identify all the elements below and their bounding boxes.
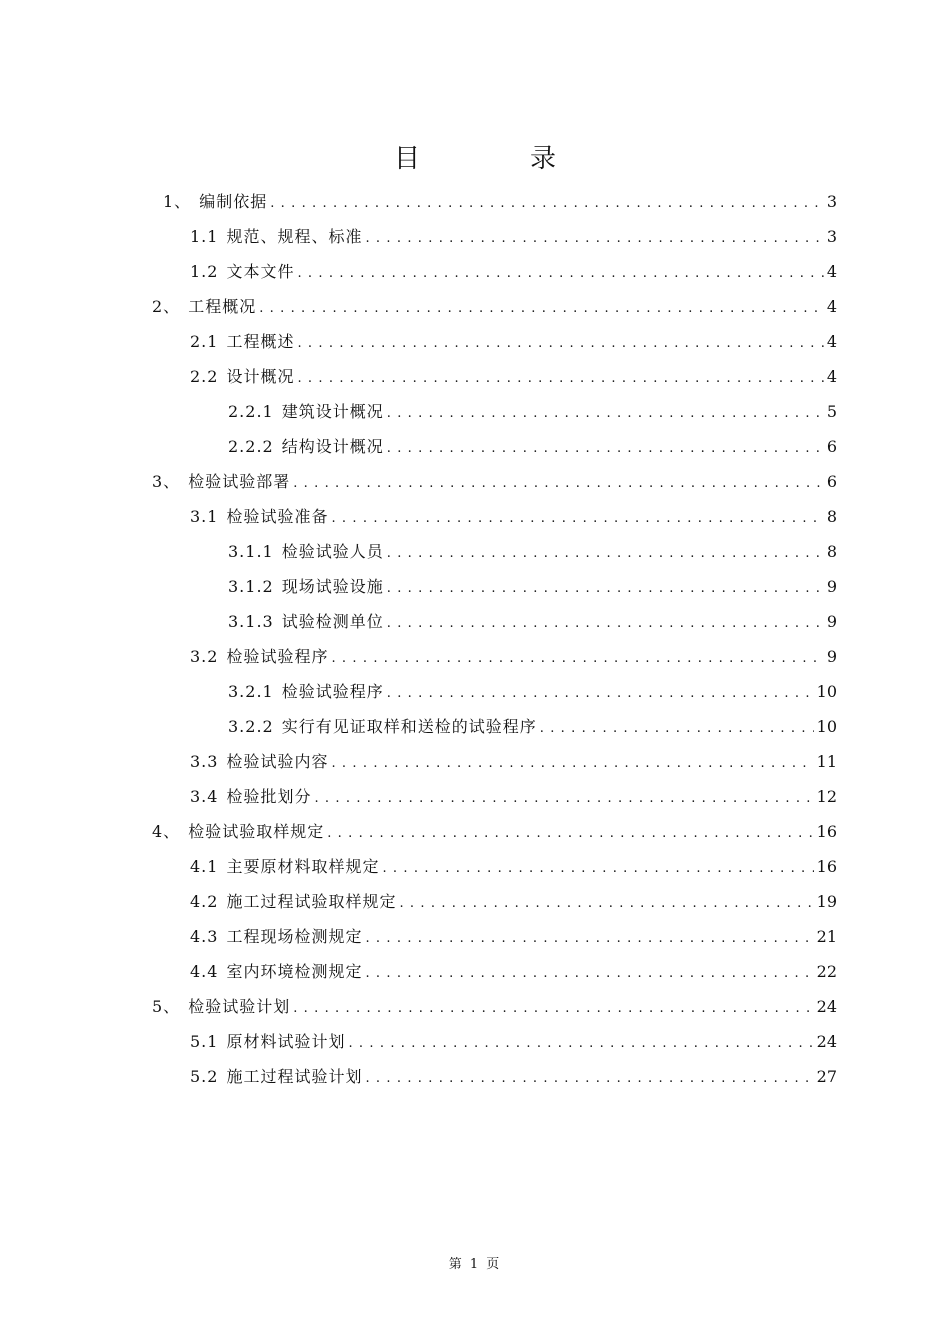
toc-leader-dots [297, 365, 823, 389]
toc-entry-number: 2.2.1 [228, 402, 274, 421]
toc-entry-number: 4、 [152, 822, 181, 841]
toc-entry-text: 检验试验人员 [281, 542, 384, 561]
toc-entry-page: 8 [826, 507, 837, 526]
toc-leader-dots [270, 190, 824, 214]
toc-entry-page: 3 [826, 192, 837, 211]
toc-entry[interactable] [190, 645, 837, 669]
toc-entry[interactable] [228, 435, 837, 459]
toc-entry[interactable] [228, 610, 837, 634]
toc-leader-dots [365, 925, 813, 949]
toc-entry-page: 16 [816, 857, 837, 876]
toc-entry-number: 1.2 [190, 262, 219, 281]
toc-leader-dots [331, 505, 823, 529]
toc-entry-number: 3.1.3 [228, 612, 274, 631]
toc-entry-number: 3.1.2 [228, 577, 274, 596]
toc-entry-number: 5、 [152, 997, 181, 1016]
toc-leader-dots [365, 960, 813, 984]
toc-entry-text: 试验检测单位 [281, 612, 384, 631]
toc-entry-page: 4 [826, 262, 837, 281]
toc-leader-dots [314, 785, 813, 809]
toc-entry-number: 3.2 [190, 647, 219, 666]
toc-entry[interactable] [190, 785, 837, 809]
toc-entry-text: 工程概况 [188, 297, 257, 316]
toc-entry[interactable] [190, 960, 837, 984]
toc-leader-dots [297, 330, 823, 354]
toc-entry-page: 10 [816, 682, 837, 701]
toc-entry-text: 实行有见证取样和送检的试验程序 [281, 717, 537, 736]
toc-entry-page: 4 [826, 297, 837, 316]
toc-entry-page: 3 [826, 227, 837, 246]
toc-entry-text: 检验试验准备 [226, 507, 329, 526]
toc-entry[interactable] [152, 820, 837, 844]
toc-entry[interactable] [228, 680, 837, 704]
toc-leader-dots [259, 295, 824, 319]
toc-entry[interactable] [152, 470, 837, 494]
toc-entry-text: 现场试验设施 [281, 577, 384, 596]
toc-entry-page: 9 [826, 612, 837, 631]
toc-entry-text: 施工过程试验计划 [226, 1067, 363, 1086]
toc-leader-dots [365, 1065, 813, 1089]
toc-entry-text: 检验试验程序 [226, 647, 329, 666]
toc-leader-dots [540, 715, 814, 739]
toc-entry-page: 6 [826, 437, 837, 456]
toc-entry-number: 4.1 [190, 857, 219, 876]
toc-entry-page: 9 [826, 647, 837, 666]
toc-leader-dots [387, 435, 824, 459]
toc-entry-number: 2、 [152, 297, 181, 316]
toc-entry[interactable] [228, 400, 837, 424]
toc-entry-number: 3.2.1 [228, 682, 274, 701]
toc-leader-dots [348, 1030, 813, 1054]
toc-entry-number: 1、 [163, 192, 192, 211]
toc-entry[interactable] [152, 995, 837, 1019]
toc-entry-text: 检验试验计划 [188, 997, 291, 1016]
toc-entry-page: 24 [816, 1032, 837, 1051]
toc-entry-number: 3、 [152, 472, 181, 491]
toc-leader-dots [297, 260, 823, 284]
toc-leader-dots [327, 820, 813, 844]
toc-entry-text: 建筑设计概况 [281, 402, 384, 421]
toc-entry-number: 2.2.2 [228, 437, 274, 456]
toc-leader-dots [387, 680, 814, 704]
toc-entry-text: 室内环境检测规定 [226, 962, 363, 981]
toc-entry-page: 6 [826, 472, 837, 491]
toc-entry-page: 12 [816, 787, 837, 806]
toc-entry-number: 2.1 [190, 332, 219, 351]
toc-entry-text: 原材料试验计划 [226, 1032, 346, 1051]
toc-entry-number: 3.4 [190, 787, 219, 806]
toc-entry-page: 27 [816, 1067, 837, 1086]
toc-entry[interactable] [228, 540, 837, 564]
toc-entry-text: 工程现场检测规定 [226, 927, 363, 946]
toc-entry-text: 设计概况 [226, 367, 295, 386]
toc-entry[interactable] [190, 750, 837, 774]
toc-entry-page: 24 [816, 997, 837, 1016]
toc-leader-dots [293, 995, 813, 1019]
toc-entry[interactable] [228, 715, 837, 739]
toc-entry-number: 4.3 [190, 927, 219, 946]
toc-entry-text: 文本文件 [226, 262, 295, 281]
toc-leader-dots [331, 645, 823, 669]
toc-leader-dots [399, 890, 813, 914]
toc-entry-text: 结构设计概况 [281, 437, 384, 456]
toc-entry-number: 4.4 [190, 962, 219, 981]
toc-entry[interactable] [190, 1030, 837, 1054]
toc-entry[interactable] [190, 505, 837, 529]
toc-entry[interactable] [190, 1065, 837, 1089]
toc-entry-number: 3.1 [190, 507, 219, 526]
toc-entry-number: 5.1 [190, 1032, 219, 1051]
toc-leader-dots [387, 400, 824, 424]
toc-entry-page: 22 [816, 962, 837, 981]
toc-entry-text: 检验批划分 [226, 787, 312, 806]
toc-entry-text: 工程概述 [226, 332, 295, 351]
toc-leader-dots [331, 750, 813, 774]
toc-entry-text: 编制依据 [199, 192, 268, 211]
toc-entry[interactable] [228, 575, 837, 599]
toc-entry[interactable] [190, 365, 837, 389]
toc-entry-text: 施工过程试验取样规定 [226, 892, 397, 911]
toc-entry-page: 5 [826, 402, 837, 421]
toc-entry-page: 4 [826, 367, 837, 386]
toc-entry-number: 1.1 [190, 227, 219, 246]
toc-entry-number: 3.2.2 [228, 717, 274, 736]
toc-entry-page: 21 [816, 927, 837, 946]
toc-entry[interactable] [190, 330, 837, 354]
toc-entry[interactable] [190, 890, 837, 914]
toc-entry-page: 11 [816, 752, 837, 771]
toc-entry-page: 9 [826, 577, 837, 596]
toc-entry-page: 19 [816, 892, 837, 911]
toc-leader-dots [382, 855, 813, 879]
toc-entry-text: 检验试验取样规定 [188, 822, 325, 841]
toc-entry-number: 2.2 [190, 367, 219, 386]
toc-entry[interactable] [190, 855, 837, 879]
toc-entry-page: 4 [826, 332, 837, 351]
toc-entry-page: 16 [816, 822, 837, 841]
toc-leader-dots [293, 470, 824, 494]
toc-entry[interactable] [163, 190, 837, 214]
toc-entry-text: 规范、规程、标准 [226, 227, 363, 246]
toc-entry-page: 8 [826, 542, 837, 561]
toc-entry-text: 检验试验部署 [188, 472, 291, 491]
toc-entry-text: 检验试验内容 [226, 752, 329, 771]
toc-entry-text: 检验试验程序 [281, 682, 384, 701]
toc-entry-number: 5.2 [190, 1067, 219, 1086]
toc-title: 目 录 [393, 144, 598, 174]
toc-leader-dots [387, 540, 824, 564]
toc-leader-dots [387, 610, 824, 634]
toc-entry[interactable] [190, 925, 837, 949]
toc-entry[interactable] [190, 225, 837, 249]
toc-leader-dots [387, 575, 824, 599]
toc-entry-page: 10 [816, 717, 837, 736]
page-number-footer: 第 1 页 [448, 1257, 502, 1272]
toc-entry[interactable] [190, 260, 837, 284]
toc-entry-number: 3.3 [190, 752, 219, 771]
toc-entry-number: 3.1.1 [228, 542, 274, 561]
toc-entry-text: 主要原材料取样规定 [226, 857, 380, 876]
toc-entry[interactable] [152, 295, 837, 319]
toc-entry-number: 4.2 [190, 892, 219, 911]
toc-leader-dots [365, 225, 823, 249]
